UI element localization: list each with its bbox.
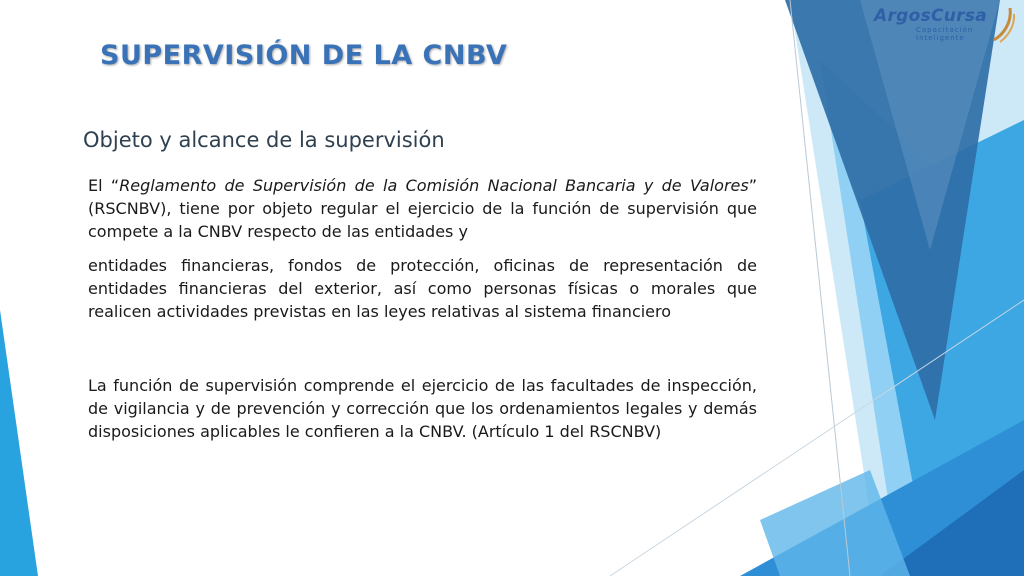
argoscursa-logo [872,4,1018,44]
left-accent-shape [0,310,38,576]
slide-title: SUPERVISIÓN DE LA CNBV [100,40,508,71]
paragraph-reglamento [88,174,757,243]
paragraph1-rest: ” (RSCNBV), tiene por objeto regular el ejercicio de la función de supervisión que compete a la CNBV respecto de las entidades y [88,176,758,241]
logo-tagline-line2: Inteligente [916,34,965,42]
paragraph-entidades: entidades financieras, fondos de protección, oficinas de representación de entidades financieras del exterior, así como personas físicas o morales que realicen actividades previstas en las leyes relativas al sistema financiero [88,256,757,321]
logo-name: ArgosCursa [874,6,988,26]
logo-swoosh-icon [990,4,1016,44]
paragraph-funcion-supervision: La función de supervisión comprende el ejercicio de las facultades de inspección, de vigilancia y de prevención y corrección que los ordenamientos legales y demás disposiciones aplicables le confieren a la CNBV. (Artículo 1 del RSCNBV) [88,376,757,441]
paragraph1-italic-title: Reglamento de Supervisión de la Comisión Nacional Bancaria y de Valores [119,176,749,195]
section-subtitle: Objeto y alcance de la supervisión [83,128,445,152]
logo-tagline-line1: Capacitación [916,26,974,34]
paragraph1-lead: El “ [88,176,120,195]
logo-tagline [916,26,973,42]
